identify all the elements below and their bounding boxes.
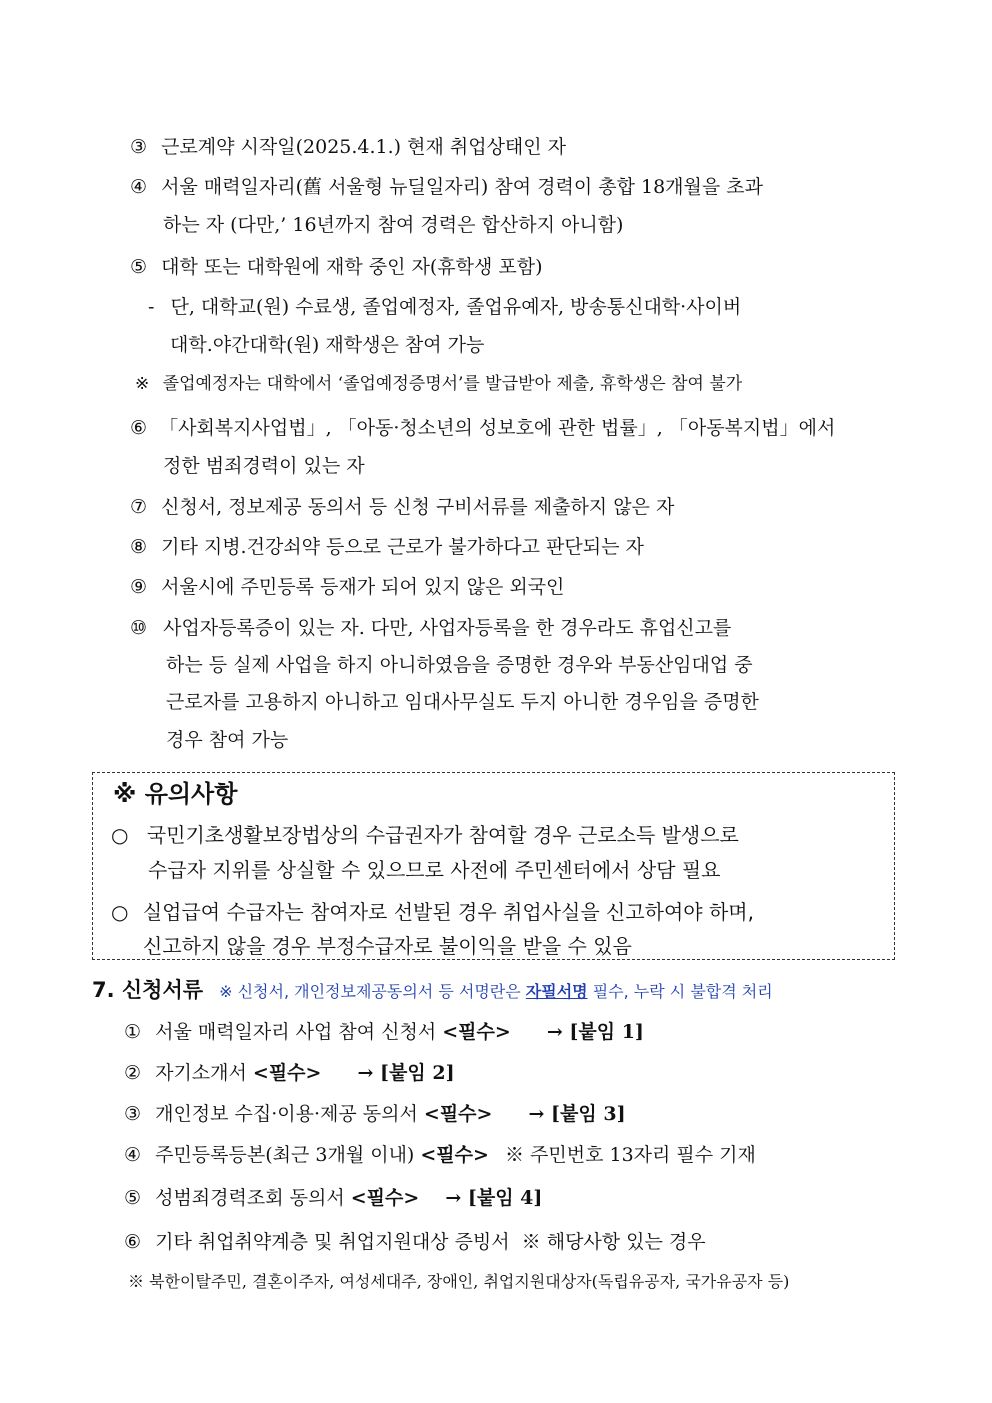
notice-point-2-cont: 신고하지 않을 경우 부정수급자로 불이익을 받을 수 있음 — [143, 934, 632, 958]
doc-marker: ② — [124, 1062, 142, 1084]
notice-point-2 — [111, 900, 754, 924]
item-marker: ⑦ — [130, 496, 148, 518]
item-text: 신청서, 정보제공 동의서 등 신청 구비서류를 제출하지 않은 자 — [161, 496, 675, 518]
item-text: 근로계약 시작일(2025.4.1.) 현재 취업상태인 자 — [161, 136, 567, 158]
graduation-note — [135, 372, 742, 396]
notice-title: ※ 유의사항 — [113, 780, 238, 808]
item-10 — [130, 616, 731, 640]
item-text: 단, 대학교(원) 수료생, 졸업예정자, 졸업유예자, 방송통신대학·사이버 — [170, 296, 742, 318]
circle-bullet-icon: ○ — [111, 900, 129, 924]
dash-marker: - — [148, 296, 155, 318]
doc-marker: ③ — [124, 1103, 142, 1125]
item-8 — [130, 535, 644, 559]
item-6-cont: 정한 범죄경력이 있는 자 — [163, 455, 365, 477]
item-5 — [130, 255, 543, 279]
doc-6 — [124, 1230, 706, 1254]
item-6 — [130, 416, 835, 440]
doc-text: 성범죄경력조회 동의서 — [155, 1187, 351, 1209]
doc-marker: ① — [124, 1021, 142, 1043]
item-9 — [130, 575, 564, 599]
attachment-ref: → [붙임 4] — [445, 1187, 543, 1209]
doc-marker: ④ — [124, 1144, 142, 1166]
item-10-cont-1: 하는 등 실제 사업을 하지 아니하였음을 증명한 경우와 부동산임대업 중 — [166, 654, 753, 676]
required-tag: <필수> — [350, 1187, 420, 1209]
required-tag: <필수> — [423, 1103, 493, 1125]
item-text: 서울시에 주민등록 등재가 되어 있지 않은 외국인 — [161, 576, 565, 598]
doc-text: 기타 취업취약계층 및 취업지원대상 증빙서 — [155, 1231, 516, 1253]
item-4-cont: 하는 자 (다만,’ 16년까지 참여 경력은 합산하지 아니함) — [163, 214, 624, 236]
item-10-cont-2: 근로자를 고용하지 아니하고 임대사무실도 두지 아니한 경우임을 증명한 — [166, 691, 759, 713]
required-tag: <필수> — [420, 1144, 489, 1166]
item-5-exception — [148, 295, 741, 319]
doc-marker: ⑥ — [124, 1231, 142, 1253]
notice-point-1 — [111, 823, 739, 847]
notice-point-1-cont: 수급자 지위를 상실할 수 있으므로 사전에 주민센터에서 상담 필요 — [148, 858, 721, 882]
item-text: 「사회복지사업법」, 「아동·청소년의 성보호에 관한 법률」, 「아동복지법」에서 — [159, 417, 836, 439]
attachment-ref: → [붙임 2] — [357, 1062, 455, 1084]
doc-5 — [124, 1186, 542, 1210]
notice-text: 국민기초생활보장법상의 수급권자가 참여할 경우 근로소득 발생으로 — [146, 823, 739, 847]
doc-marker: ⑤ — [124, 1187, 142, 1209]
note-marker: ※ — [135, 374, 150, 394]
doc-extra-note: ※ 주민번호 13자리 필수 기재 — [504, 1144, 756, 1166]
doc-3 — [124, 1102, 626, 1126]
attachment-ref: → [붙임 1] — [546, 1021, 644, 1043]
item-3 — [130, 135, 566, 159]
doc-text: 자기소개서 — [155, 1062, 253, 1084]
section-7-header — [92, 978, 773, 1004]
doc-footnote: ※ 북한이탈주민, 결혼이주자, 여성세대주, 장애인, 취업지원대상자(독립유공자, 국가유공자 등) — [128, 1272, 790, 1291]
section-heading: 7. 신청서류 — [92, 978, 204, 1002]
doc-2 — [124, 1061, 455, 1085]
doc-extra-note: ※ 해당사항 있는 경우 — [521, 1231, 706, 1253]
item-marker: ⑥ — [130, 417, 148, 439]
item-marker: ⑩ — [130, 617, 148, 639]
notice-text: 실업급여 수급자는 참여자로 선발된 경우 취업사실을 신고하여야 하며, — [142, 900, 754, 924]
item-marker: ⑨ — [130, 576, 148, 598]
item-marker: ④ — [130, 176, 148, 198]
item-text: 대학 또는 대학원에 재학 중인 자(휴학생 포함) — [161, 256, 543, 278]
signature-note-emphasis: 자필서명 — [525, 982, 588, 1001]
doc-4 — [124, 1143, 756, 1167]
item-7 — [130, 495, 674, 519]
notice-box — [92, 772, 895, 960]
note-text: 졸업예정자는 대학에서 ‘졸업예정증명서’를 발급받아 제출, 휴학생은 참여 불가 — [162, 374, 743, 394]
signature-note-pre: ※ 신청서, 개인정보제공동의서 등 서명란은 — [219, 982, 526, 1001]
attachment-ref: → [붙임 3] — [528, 1103, 626, 1125]
item-4 — [130, 175, 900, 199]
item-text: 서울 매력일자리(舊 서울형 뉴딜일자리) 참여 경력이 총합 18개월을 초과 — [161, 176, 763, 198]
doc-text: 주민등록등본(최근 3개월 이내) — [155, 1144, 421, 1166]
doc-1 — [124, 1020, 644, 1044]
signature-note — [219, 982, 773, 1001]
doc-text: 개인정보 수집·이용·제공 동의서 — [155, 1103, 424, 1125]
item-5-exception-cont: 대학.야간대학(원) 재학생은 참여 가능 — [170, 334, 485, 356]
doc-text: 서울 매력일자리 사업 참여 신청서 — [155, 1021, 443, 1043]
item-marker: ③ — [130, 136, 148, 158]
item-marker: ⑧ — [130, 536, 148, 558]
circle-bullet-icon: ○ — [111, 823, 129, 847]
item-marker: ⑤ — [130, 256, 148, 278]
item-10-cont-3: 경우 참여 가능 — [166, 729, 289, 751]
item-text: 기타 지병.건강쇠약 등으로 근로가 불가하다고 판단되는 자 — [161, 536, 644, 558]
signature-note-post: 필수, 누락 시 불합격 처리 — [587, 982, 773, 1001]
required-tag: <필수> — [442, 1021, 511, 1043]
required-tag: <필수> — [252, 1062, 322, 1084]
item-text: 사업자등록증이 있는 자. 다만, 사업자등록을 한 경우라도 휴업신고를 — [163, 617, 732, 639]
